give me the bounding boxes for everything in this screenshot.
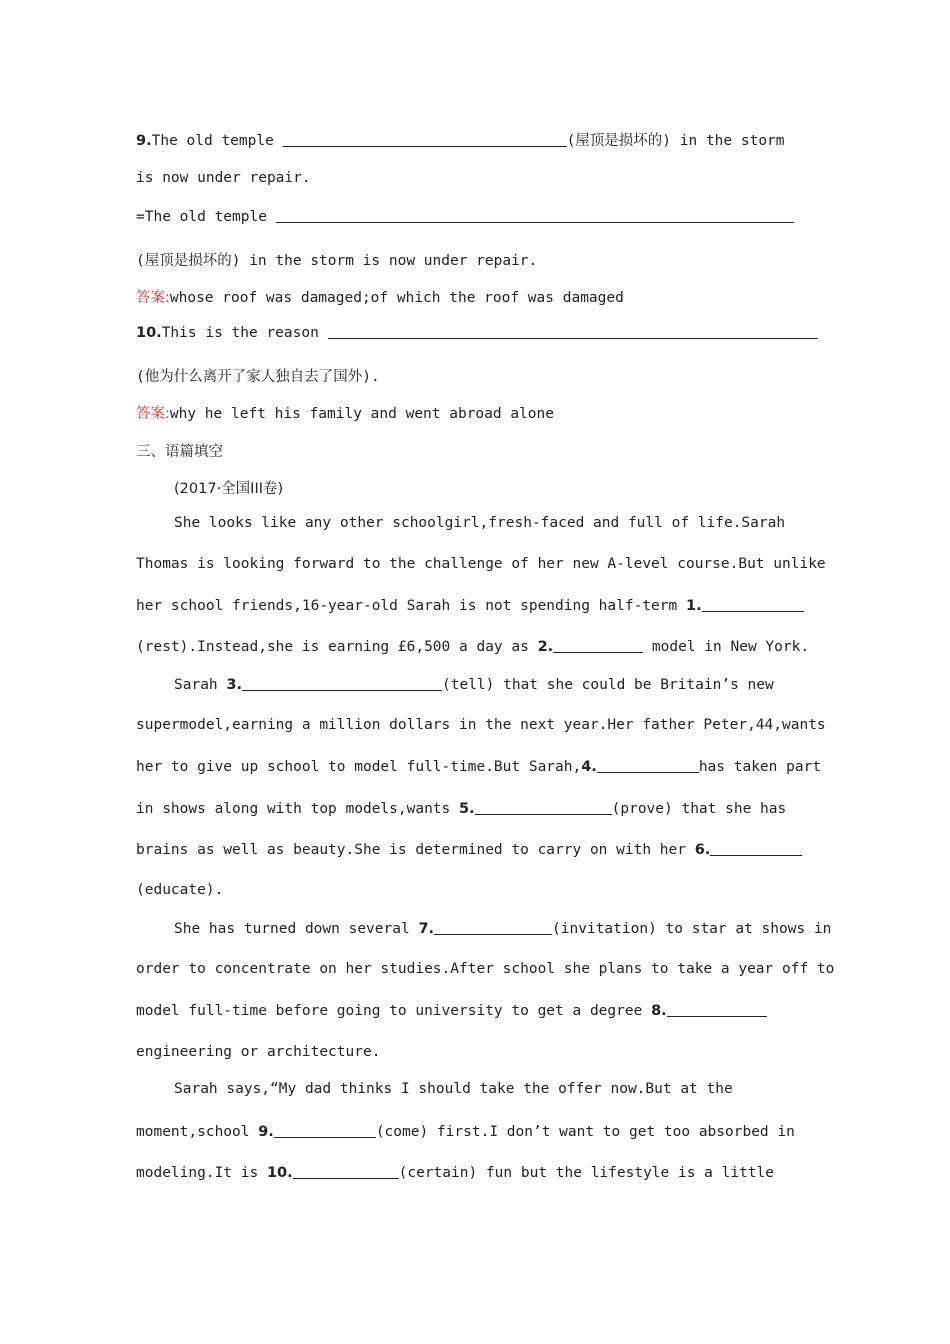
q10-line-2: (他为什么离开了家人独自去了国外). bbox=[136, 369, 380, 385]
passage-p2-line-4 bbox=[136, 800, 786, 817]
passage-p2-line-1-text-b: (tell) that she could be Britain’s new bbox=[442, 677, 774, 693]
passage-p4-line-3-text-a: modeling.It is bbox=[136, 1165, 267, 1181]
q9-answer bbox=[136, 286, 624, 307]
passage-p3-line-3 bbox=[136, 1002, 767, 1019]
q10-number: 10. bbox=[136, 325, 162, 341]
blank-4-number: 4. bbox=[581, 759, 597, 775]
blank-5[interactable] bbox=[475, 800, 612, 815]
passage-p1-line-1: She looks like any other schoolgirl,fresh-faced and full of life.Sarah bbox=[174, 515, 786, 531]
passage-p2-line-5-text: brains as well as beauty.She is determined to carry on with her bbox=[136, 842, 695, 858]
q9-answer-label: 答案: bbox=[136, 290, 170, 306]
q10-answer-text: why he left his family and went abroad alone bbox=[169, 406, 554, 422]
passage-p3-line-4: engineering or architecture. bbox=[136, 1044, 381, 1060]
passage-p1-line-3-text: her school friends,16-year-old Sarah is not spending half-term bbox=[136, 598, 686, 614]
passage-p2-line-3-text-a: her to give up school to model full-time.But Sarah, bbox=[136, 759, 582, 775]
blank-5-number: 5. bbox=[459, 801, 475, 817]
passage-p2-line-4-text-a: in shows along with top models,wants bbox=[136, 801, 460, 817]
blank-10[interactable] bbox=[293, 1164, 399, 1179]
q9-line-3 bbox=[136, 208, 794, 225]
blank-9-number: 9. bbox=[258, 1124, 274, 1140]
passage-p3-line-3-text: model full-time before going to university to get a degree bbox=[136, 1003, 652, 1019]
q10-line-1 bbox=[136, 324, 818, 341]
passage-p2-line-1-text-a: Sarah bbox=[174, 677, 227, 693]
q10-answer-label: 答案: bbox=[136, 406, 170, 422]
passage-p3-line-1 bbox=[174, 920, 831, 937]
passage-p4-line-3-text-b: (certain) fun but the lifestyle is a little bbox=[398, 1165, 775, 1181]
passage-p1-line-4 bbox=[136, 638, 809, 655]
q9-answer-text: whose roof was damaged;of which the roof was damaged bbox=[169, 290, 624, 306]
passage-p3-line-1-text-b: (invitation) to star at shows in bbox=[552, 921, 832, 937]
blank-6[interactable] bbox=[710, 841, 802, 856]
passage-p2-line-6: (educate). bbox=[136, 882, 224, 898]
section3-heading: 三、语篇填空 bbox=[136, 444, 223, 460]
blank-7[interactable] bbox=[434, 920, 552, 935]
blank-3[interactable] bbox=[242, 676, 442, 691]
passage-p4-line-2 bbox=[136, 1123, 795, 1140]
passage-p2-line-3-text-b: has taken part bbox=[698, 759, 822, 775]
passage-p4-line-2-text-b: (come) first.I don’t want to get too absorbed in bbox=[375, 1124, 795, 1140]
q9-line-1 bbox=[136, 129, 785, 150]
passage-p2-line-2: supermodel,earning a million dollars in the next year.Her father Peter,44,wants bbox=[136, 717, 826, 733]
blank-8-number: 8. bbox=[651, 1003, 667, 1019]
blank-9[interactable] bbox=[274, 1123, 376, 1138]
blank-2[interactable] bbox=[553, 638, 643, 653]
passage-p2-line-5 bbox=[136, 841, 802, 858]
blank-8[interactable] bbox=[667, 1002, 767, 1017]
blank-4[interactable] bbox=[597, 758, 699, 773]
blank-1-number: 1. bbox=[685, 598, 702, 614]
q9-text-a: The old temple bbox=[151, 133, 283, 149]
blank-3-number: 3. bbox=[226, 677, 242, 693]
passage-p4-line-3 bbox=[136, 1164, 774, 1181]
q10-blank[interactable] bbox=[328, 324, 818, 339]
blank-6-number: 6. bbox=[694, 842, 711, 858]
passage-p4-line-1: Sarah says,“My dad thinks I should take the offer now.But at the bbox=[174, 1081, 733, 1097]
blank-1[interactable] bbox=[702, 597, 804, 612]
passage-p1-line-2: Thomas is looking forward to the challenge of her new A-level course.But unlike bbox=[136, 556, 826, 572]
section3-source: (2017·全国III卷) bbox=[174, 481, 284, 497]
passage-p3-line-2: order to concentrate on her studies.After school she plans to take a year off to bbox=[136, 961, 835, 977]
passage-p4-line-2-text-a: moment,school bbox=[136, 1124, 259, 1140]
passage-p1-line-4-text-a: (rest).Instead,she is earning £6,500 a day as bbox=[136, 639, 538, 655]
q9-line-4: (屋顶是损坏的) in the storm is now under repair. bbox=[136, 253, 538, 269]
passage-p2-line-1 bbox=[174, 676, 774, 693]
q10-answer bbox=[136, 402, 554, 423]
passage-p2-line-4-text-b: (prove) that she has bbox=[611, 801, 787, 817]
q9-blank-1[interactable] bbox=[283, 132, 567, 147]
passage-p1-line-3 bbox=[136, 597, 804, 614]
passage-p2-line-3 bbox=[136, 758, 821, 775]
q9-line-2: is now under repair. bbox=[136, 170, 311, 186]
blank-7-number: 7. bbox=[418, 921, 435, 937]
q10-text-a: This is the reason bbox=[161, 325, 328, 341]
passage-p1-line-4-text-b: model in New York. bbox=[643, 639, 810, 655]
blank-10-number: 10. bbox=[266, 1165, 293, 1181]
blank-2-number: 2. bbox=[537, 639, 554, 655]
q9-number: 9. bbox=[136, 133, 152, 149]
passage-p3-line-1-text-a: She has turned down several bbox=[174, 921, 419, 937]
q9-rewrite-text: =The old temple bbox=[136, 209, 276, 225]
q9-text-b: (屋顶是损坏的) in the storm bbox=[566, 133, 785, 149]
q9-blank-2[interactable] bbox=[276, 208, 794, 223]
